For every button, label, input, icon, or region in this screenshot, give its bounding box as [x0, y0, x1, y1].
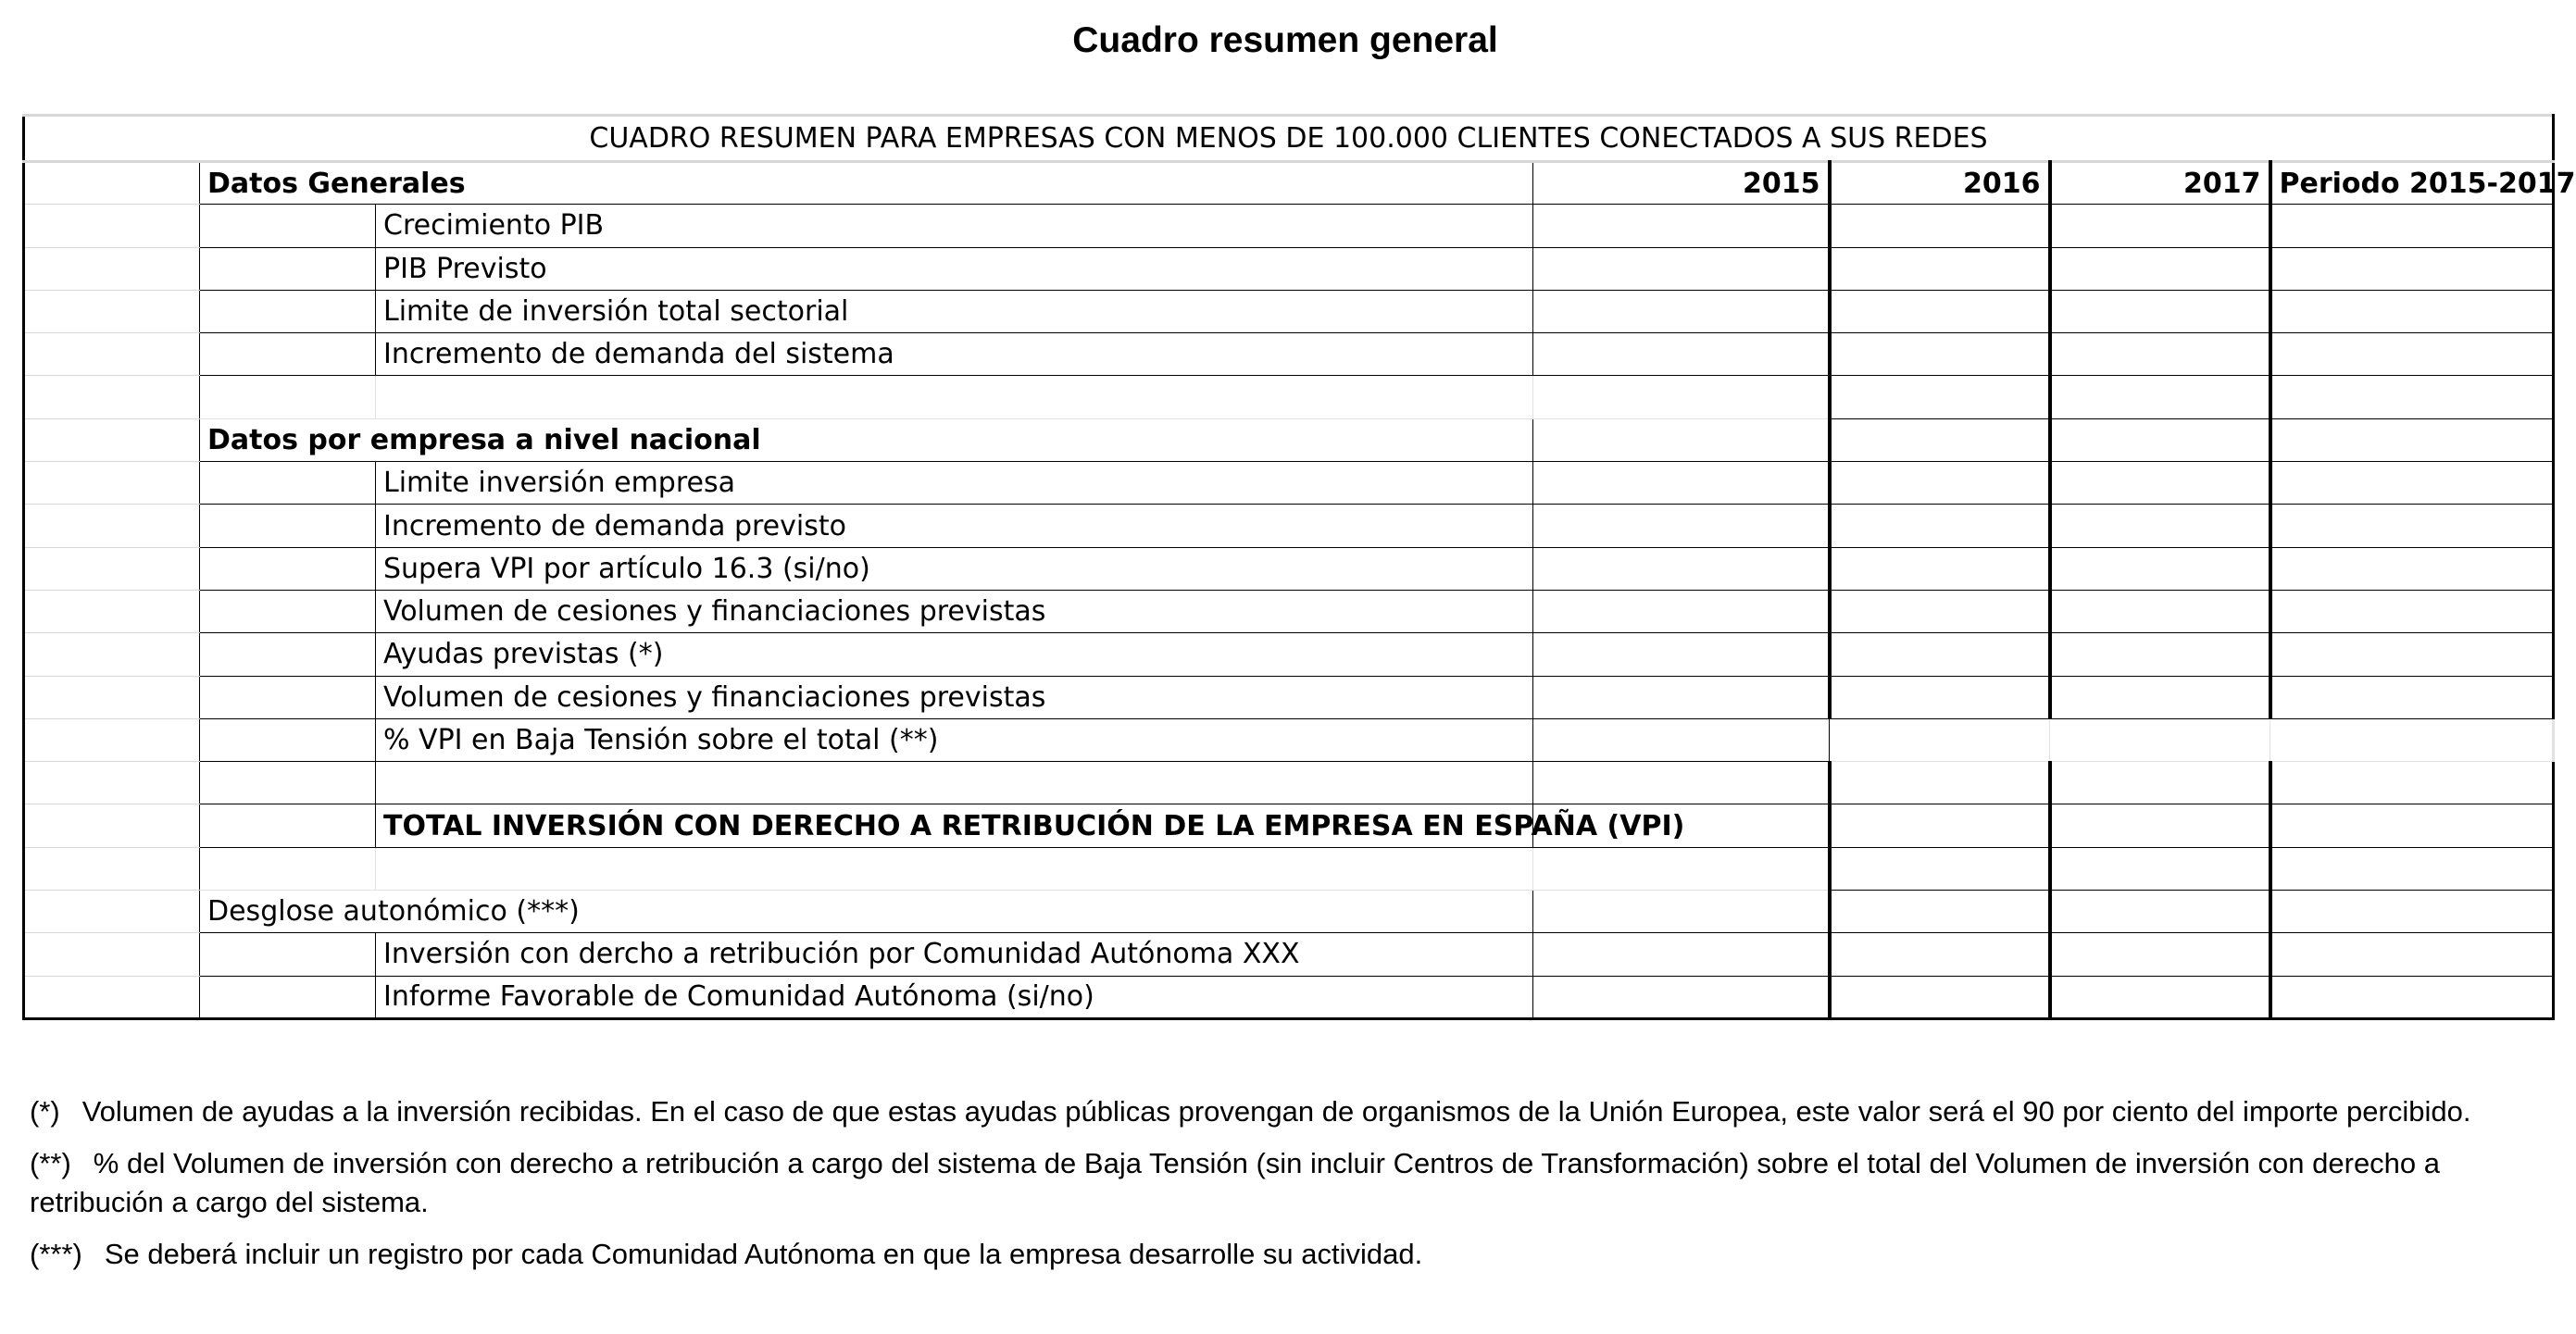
value-cell: [2270, 462, 2554, 505]
value-cell: [1830, 290, 2050, 332]
value-cell: [2050, 804, 2270, 847]
table-banner: CUADRO RESUMEN PARA EMPRESAS CON MENOS DE 100.000 CLIENTES CONECTADOS A SUS REDES: [24, 116, 2554, 162]
table-row: [24, 718, 2554, 761]
total-row: [24, 804, 2554, 847]
value-cell: [2050, 205, 2270, 247]
value-cell: [2050, 633, 2270, 676]
blank-cell: [2270, 847, 2554, 890]
blank-cell: [24, 462, 200, 505]
footnote: [30, 1092, 2548, 1131]
value-cell: [2050, 333, 2270, 376]
table-row: [24, 247, 2554, 290]
row-label: Volumen de cesiones y financiaciones previstas: [376, 676, 1533, 718]
value-cell: [2270, 290, 2554, 332]
blank-cell: [200, 376, 376, 418]
blank-cell: [24, 976, 200, 1018]
value-cell: [1533, 205, 1830, 247]
value-cell: [2050, 676, 2270, 718]
footnotes: [30, 1092, 2548, 1287]
blank-cell: [24, 418, 200, 461]
value-cell: [1830, 676, 2050, 718]
value-cell: [1830, 590, 2050, 632]
value-cell: [2270, 718, 2554, 761]
footnote-mark: (**): [30, 1147, 71, 1179]
blank-cell: [24, 547, 200, 590]
blank-cell: [24, 847, 200, 890]
blank-cell: [200, 247, 376, 290]
value-cell: [1533, 547, 1830, 590]
blank-cell: [24, 718, 200, 761]
value-cell: [2270, 247, 2554, 290]
value-cell: [1830, 547, 2050, 590]
blank-cell: [376, 376, 1533, 418]
value-cell: [2270, 547, 2554, 590]
blank-cell: [200, 762, 376, 804]
blank-cell: [2050, 762, 2270, 804]
value-cell: [2050, 547, 2270, 590]
blank-cell: [376, 847, 1533, 890]
blank-cell: [376, 762, 1533, 804]
row-label: Informe Favorable de Comunidad Autónoma (si/no): [376, 976, 1533, 1018]
value-cell: [2270, 590, 2554, 632]
blank-cell: [200, 333, 376, 376]
section-company-heading: Datos por empresa a nivel nacional: [200, 418, 1533, 461]
blank-cell: [1830, 847, 2050, 890]
value-cell: [2270, 976, 2554, 1018]
blank-cell: [200, 933, 376, 976]
blank-cell: [200, 633, 376, 676]
footnote-text: % del Volumen de inversión con derecho a retribución a cargo del sistema de Baja Tensión (sin incluir Centros de Transformación) sobre el total del Volumen de inversión con derecho a retribución a cargo del sistema.: [30, 1147, 2441, 1218]
section-row: [24, 418, 2554, 461]
blank-cell: [1830, 376, 2050, 418]
row-label: Incremento de demanda del sistema: [376, 333, 1533, 376]
value-cell: [1830, 205, 2050, 247]
value-cell: [1533, 590, 1830, 632]
blank-cell: [24, 290, 200, 332]
table-row: [24, 205, 2554, 247]
section-row: [24, 891, 2554, 933]
value-cell: [1830, 933, 2050, 976]
table-row: [24, 333, 2554, 376]
table-row: [24, 590, 2554, 632]
table-row: [24, 676, 2554, 718]
value-cell: [1533, 976, 1830, 1018]
value-cell: [1830, 505, 2050, 547]
year-header: 2017: [2050, 162, 2270, 205]
period-header: Periodo 2015-2017: [2270, 162, 2554, 205]
table-row: [24, 505, 2554, 547]
row-label: Crecimiento PIB: [376, 205, 1533, 247]
page-title: Cuadro resumen general: [1072, 20, 1498, 60]
table-row: [24, 976, 2554, 1018]
value-cell: [1533, 290, 1830, 332]
value-cell: [2270, 418, 2554, 461]
blank-cell: [24, 205, 200, 247]
blank-cell: [24, 633, 200, 676]
row-label: Limite inversión empresa: [376, 462, 1533, 505]
blank-cell: [24, 933, 200, 976]
value-cell: [1830, 804, 2050, 847]
value-cell: [1830, 333, 2050, 376]
value-cell: [2270, 891, 2554, 933]
total-label: TOTAL INVERSIÓN CON DERECHO A RETRIBUCIÓN DE LA EMPRESA EN ESPAÑA (VPI): [376, 804, 1533, 847]
table-banner-row: [24, 116, 2554, 162]
section-general-heading: Datos Generales: [200, 162, 1533, 205]
table-row: [24, 462, 2554, 505]
value-cell: [2050, 590, 2270, 632]
summary-table: [22, 114, 2576, 1020]
value-cell: [2050, 976, 2270, 1018]
value-cell: [1533, 676, 1830, 718]
table-row: [24, 933, 2554, 976]
blank-cell: [1533, 762, 1830, 804]
year-header: 2016: [1830, 162, 2050, 205]
blank-cell: [200, 547, 376, 590]
blank-cell: [24, 762, 200, 804]
value-cell: [1533, 247, 1830, 290]
row-label: Volumen de cesiones y financiaciones previstas: [376, 590, 1533, 632]
value-cell: [1533, 505, 1830, 547]
value-cell: [1533, 418, 1830, 461]
value-cell: [1830, 247, 2050, 290]
value-cell: [1533, 891, 1830, 933]
row-label: Ayudas previstas (*): [376, 633, 1533, 676]
blank-cell: [1830, 762, 2050, 804]
value-cell: [2050, 290, 2270, 332]
blank-cell: [200, 804, 376, 847]
value-cell: [1830, 718, 2050, 761]
blank-cell: [24, 162, 200, 205]
spacer-row: [24, 762, 2554, 804]
value-cell: [1830, 633, 2050, 676]
blank-cell: [24, 247, 200, 290]
row-label: Inversión con dercho a retribución por Comunidad Autónoma XXX: [376, 933, 1533, 976]
value-cell: [2270, 205, 2554, 247]
value-cell: [2050, 247, 2270, 290]
year-header: 2015: [1533, 162, 1830, 205]
blank-cell: [1533, 376, 1830, 418]
value-cell: [2050, 933, 2270, 976]
blank-cell: [200, 290, 376, 332]
blank-cell: [24, 505, 200, 547]
footnote-text: Volumen de ayudas a la inversión recibidas. En el caso de que estas ayudas públicas provengan de organismos de la Unión Europea, este valor será el 90 por ciento del importe percibido.: [81, 1095, 2471, 1128]
table-row: [24, 290, 2554, 332]
value-cell: [2050, 505, 2270, 547]
blank-cell: [24, 804, 200, 847]
section-regional-heading: Desglose autonómico (***): [200, 891, 1533, 933]
table-row: [24, 547, 2554, 590]
value-cell: [2050, 418, 2270, 461]
value-cell: [1830, 418, 2050, 461]
table-row: [24, 633, 2554, 676]
value-cell: [2050, 462, 2270, 505]
value-cell: [2050, 718, 2270, 761]
value-cell: [1533, 333, 1830, 376]
row-label: Limite de inversión total sectorial: [376, 290, 1533, 332]
row-label: Incremento de demanda previsto: [376, 505, 1533, 547]
footnote: [30, 1235, 2548, 1274]
value-cell: [1533, 718, 1830, 761]
value-cell: [2050, 891, 2270, 933]
blank-cell: [24, 333, 200, 376]
value-cell: [1830, 462, 2050, 505]
value-cell: [2270, 633, 2554, 676]
blank-cell: [200, 590, 376, 632]
blank-cell: [200, 462, 376, 505]
footnote-text: Se deberá incluir un registro por cada Comunidad Autónoma en que la empresa desarrolle su actividad.: [104, 1238, 1423, 1270]
row-label: Supera VPI por artículo 16.3 (si/no): [376, 547, 1533, 590]
blank-cell: [2270, 376, 2554, 418]
blank-cell: [24, 590, 200, 632]
blank-cell: [24, 676, 200, 718]
value-cell: [1533, 462, 1830, 505]
blank-cell: [2050, 847, 2270, 890]
footnote-mark: (*): [30, 1095, 60, 1128]
value-cell: [2270, 804, 2554, 847]
value-cell: [1830, 976, 2050, 1018]
spacer-row: [24, 376, 2554, 418]
spacer-row: [24, 847, 2554, 890]
value-cell: [2270, 333, 2554, 376]
blank-cell: [2050, 376, 2270, 418]
blank-cell: [200, 976, 376, 1018]
value-cell: [1533, 633, 1830, 676]
table-header-row: [24, 162, 2554, 205]
value-cell: [1533, 933, 1830, 976]
value-cell: [2270, 676, 2554, 718]
blank-cell: [200, 847, 376, 890]
blank-cell: [24, 891, 200, 933]
footnote-mark: (***): [30, 1238, 82, 1270]
blank-cell: [24, 376, 200, 418]
blank-cell: [200, 205, 376, 247]
row-label: % VPI en Baja Tensión sobre el total (**): [376, 718, 1533, 761]
value-cell: [1830, 891, 2050, 933]
blank-cell: [200, 718, 376, 761]
blank-cell: [1533, 847, 1830, 890]
blank-cell: [200, 676, 376, 718]
footnote: [30, 1144, 2548, 1222]
row-label: PIB Previsto: [376, 247, 1533, 290]
value-cell: [2270, 933, 2554, 976]
value-cell: [2270, 505, 2554, 547]
blank-cell: [200, 505, 376, 547]
blank-cell: [2270, 762, 2554, 804]
